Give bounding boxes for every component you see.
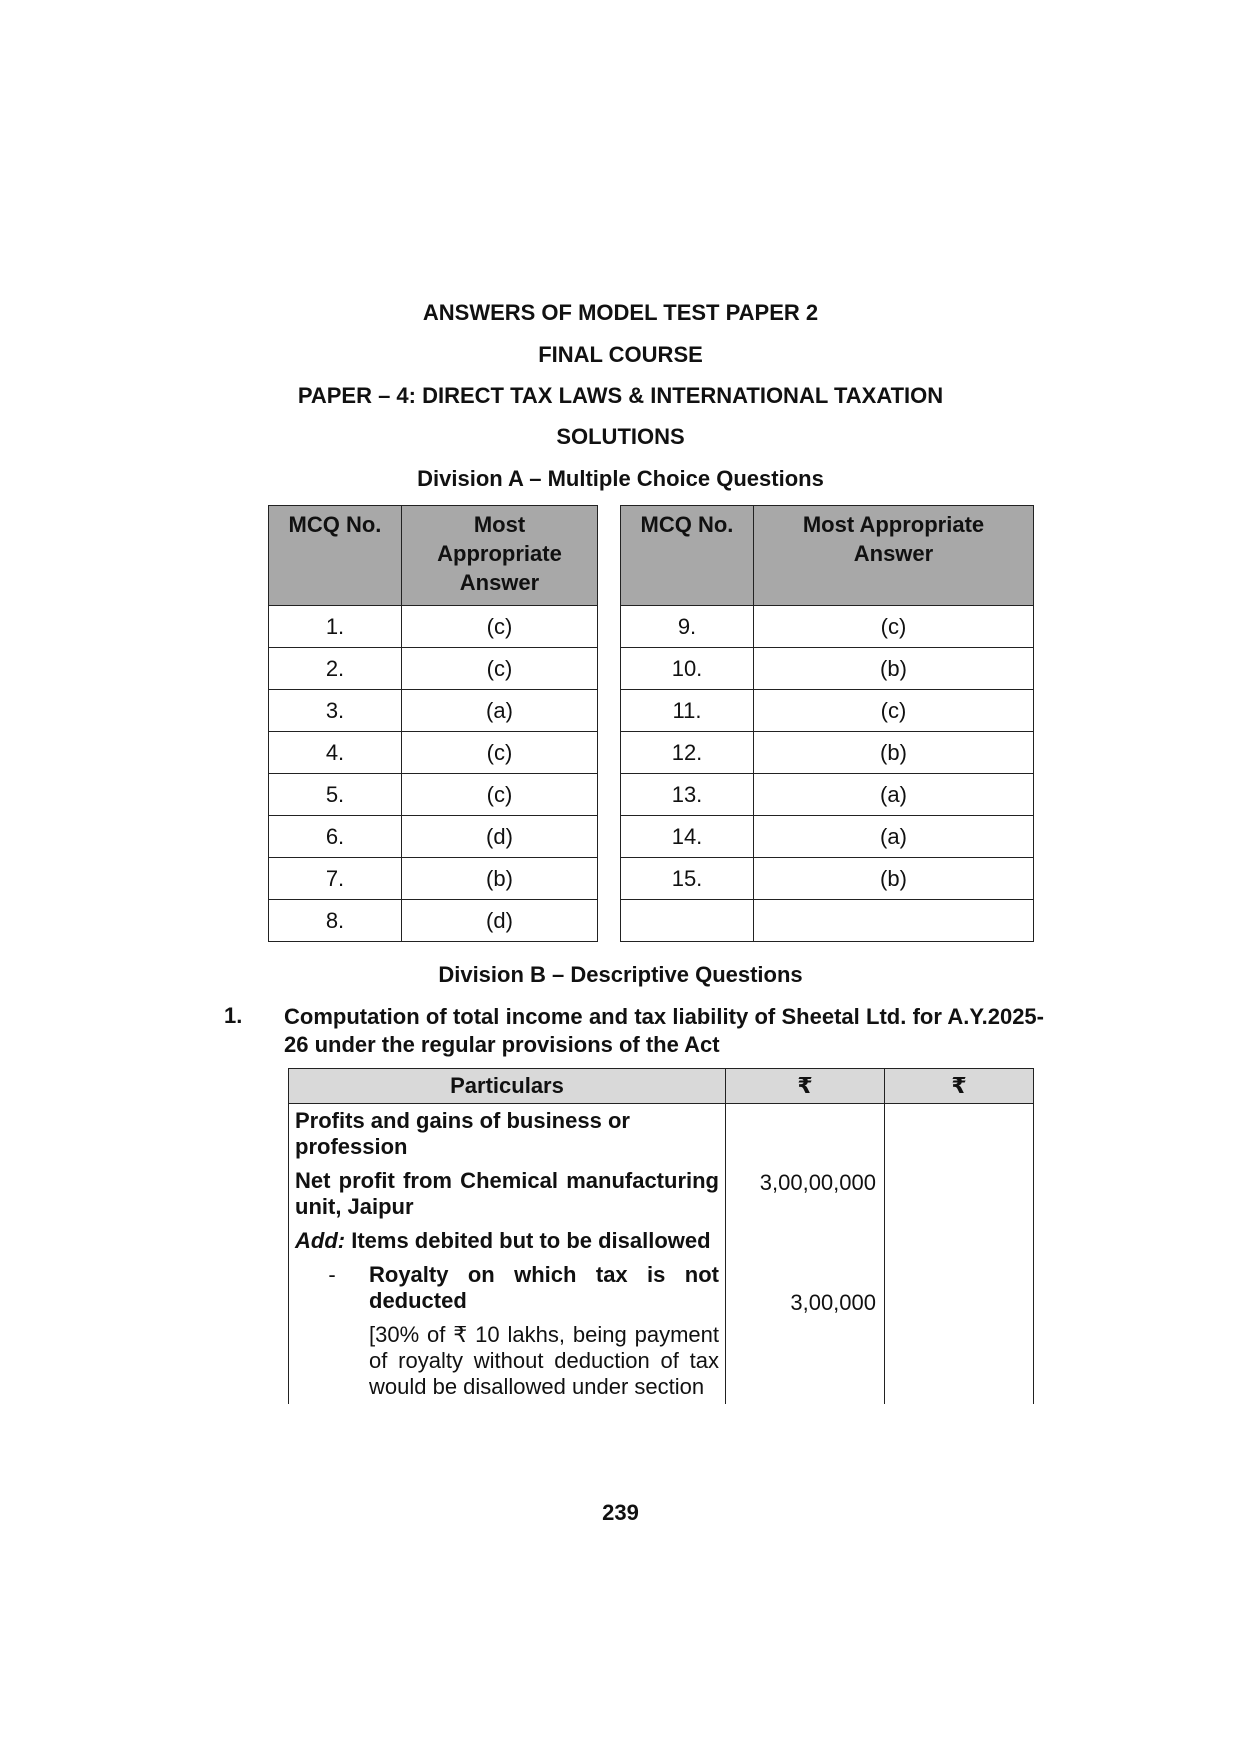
net-profit-label: Net profit from Chemical manufacturing unit, Jaipur <box>295 1168 719 1219</box>
mcq-no: 11. <box>621 690 754 732</box>
mcq-answer: (c) <box>402 648 598 690</box>
header-line-4: SOLUTIONS <box>556 424 685 449</box>
mcq-no: 4. <box>269 732 402 774</box>
mcq-no: 7. <box>269 858 402 900</box>
division-b-title: Division B – Descriptive Questions <box>438 962 803 987</box>
header-line-3: PAPER – 4: DIRECT TAX LAWS & INTERNATIONAL TAXATION <box>297 383 944 408</box>
mcq-table-left <box>268 505 598 942</box>
add-text: Items debited but to be disallowed <box>351 1228 711 1253</box>
mcq-right-header-no: MCQ No. <box>621 506 754 606</box>
royalty-label: Royalty on which tax is not deducted <box>369 1262 719 1313</box>
mcq-answer: (c) <box>754 606 1034 648</box>
mcq-no: 5. <box>269 774 402 816</box>
mcq-answer: (b) <box>402 858 598 900</box>
net-profit-value: 3,00,00,000 <box>759 1170 876 1195</box>
mcq-no: 15. <box>621 858 754 900</box>
royalty-value: 3,00,000 <box>790 1290 876 1315</box>
mcq-answer: (c) <box>402 732 598 774</box>
col-particulars: Particulars <box>289 1069 726 1104</box>
mcq-answer: (c) <box>402 774 598 816</box>
question-title: Computation of total income and tax liability of Sheetal Ltd. for A.Y.2025-26 under the regular provisions of the Act <box>284 1004 1044 1057</box>
mcq-answer: (d) <box>402 816 598 858</box>
mcq-answer: (a) <box>754 816 1034 858</box>
mcq-no: 10. <box>621 648 754 690</box>
mcq-table-right <box>620 505 1034 942</box>
mcq-answer: (d) <box>402 900 598 942</box>
mcq-no: 13. <box>621 774 754 816</box>
pgbp-heading: Profits and gains of business or profession <box>295 1108 630 1159</box>
col-amount-2: ₹ <box>885 1069 1034 1104</box>
add-prefix: Add: <box>295 1228 346 1253</box>
question-number: 1. <box>224 1003 243 1028</box>
mcq-answer: (a) <box>402 690 598 732</box>
mcq-no: 14. <box>621 816 754 858</box>
mcq-answer: (c) <box>754 690 1034 732</box>
col-amount-1: ₹ <box>726 1069 885 1104</box>
computation-table <box>288 1068 1034 1404</box>
mcq-right-header-answer: Most Appropriate Answer <box>754 506 1034 606</box>
mcq-no <box>621 900 754 942</box>
mcq-no: 3. <box>269 690 402 732</box>
mcq-answer: (b) <box>754 648 1034 690</box>
royalty-row <box>289 1254 725 1404</box>
mcq-left-header-answer: Most Appropriate Answer <box>402 506 598 606</box>
mcq-answer: (b) <box>754 858 1034 900</box>
header-line-1: ANSWERS OF MODEL TEST PAPER 2 <box>422 300 819 325</box>
mcq-no: 1. <box>269 606 402 648</box>
mcq-no: 6. <box>269 816 402 858</box>
mcq-no: 9. <box>621 606 754 648</box>
mcq-answer: (a) <box>754 774 1034 816</box>
bullet-dash: - <box>328 1262 336 1287</box>
mcq-left-header-no: MCQ No. <box>269 506 402 606</box>
royalty-note: [30% of ₹ 10 lakhs, being payment of royalty without deduction of tax would be disallowed under section <box>369 1322 719 1399</box>
mcq-no: 8. <box>269 900 402 942</box>
mcq-answer <box>754 900 1034 942</box>
division-a-title: Division A – Multiple Choice Questions <box>417 466 824 491</box>
mcq-no: 12. <box>621 732 754 774</box>
mcq-answer: (c) <box>402 606 598 648</box>
page-number: 239 <box>602 1500 639 1525</box>
mcq-answer: (b) <box>754 732 1034 774</box>
add-items-row <box>289 1220 725 1254</box>
mcq-no: 2. <box>269 648 402 690</box>
header-line-2: FINAL COURSE <box>538 342 703 367</box>
